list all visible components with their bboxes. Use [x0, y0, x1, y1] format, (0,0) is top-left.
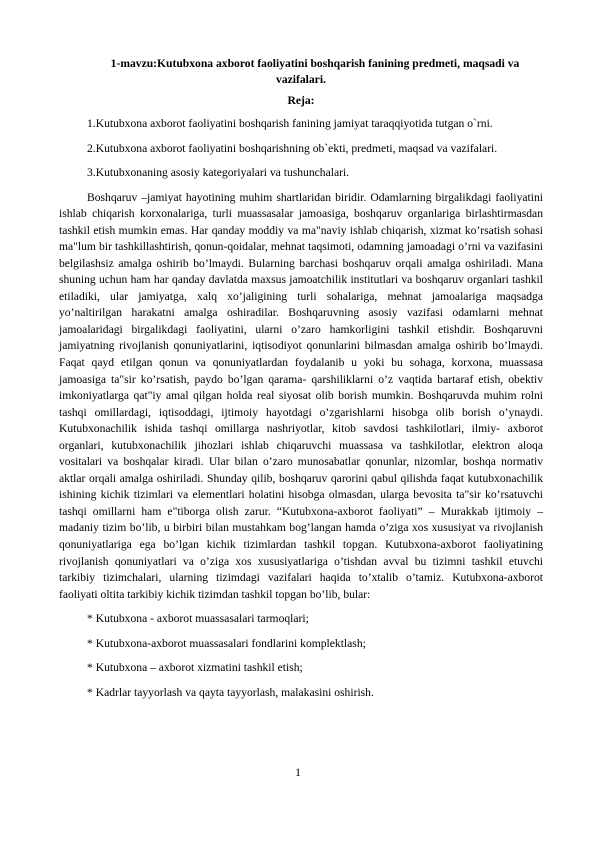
bullet-item-2: * Kutubxona-axborot muassasalari fondlarini komplektlash;: [87, 636, 366, 650]
body-paragraph: Boshqaruv –jamiyat hayotining muhim shartlaridan biridir. Odamlarning birgalikdagi faoliyatini ishlab chiqarish korxonalariga, turli muassasalar jamoasiga, boshqaruv organlariga birlashtirmasdan tashkil etish mumkin emas. Har qanday moddiy va ma"naviy ishlab chiqarish, xizmat ko’rsatish sohasi ma"lum bir tashkillashtirish, qonun-qoidalar, mehnat taqsimoti, odamning jamoadagi o’rni va vazifasini belgilashsiz amalga oshirib bo’lmaydi. Bularning barchasi boshqaruv orqali amalga oshiriladi. Mana shuning uchun ham har qanday davlatda maxsus jamoatchilik institutlari va boshqaruv organlari tashkil etiladiki, ular jamiyatga, xalq xo’jaligining turli sohalariga, mehnat jamoalariga maqsadga yo’naltirilgan harakatni amalga oshiradilar. Boshqaruvning asosiy vazifasi odamlarni mehnat jamoalaridagi birgalikdagi faoliyatini, ularni o’zaro hamkorligini tashkil etishdir. Boshqaruvni jamiyatning rivojlanish qonuniyatlarini, iqtisodiyot qonunlarini bilmasdan amalga oshirib bo’lmaydi. Faqat qayd etilgan qonun va qonuniyatlardan foydalanib u yoki bu sohaga, korxona, muassasa jamoasiga ta"sir ko’rsatish, paydo bo’lgan qarama- qarshiliklarni o’z vaqtida bartaraf etish, obektiv imkoniyatlarga qat"iy amal qilgan holda real siyosat olib borish mumkin. Boshqaruvda muhim rolni tashqi omillardagi, iqtisoddagi, ijtimoiy hayotdagi o’zgarishlarni hisobga olib borish o’ynaydi. Kutubxonachilik ishida tashqi omillarga nashriyotlar, kitob savdosi tashkilotlari, ilmiy- axborot organlari, kutubxonachilik jihozlari ishlab chiqaruvchi muassasa va tashkilotlar, elektron aloqa vositalari va boshqalar kiradi. Ular bilan o’zaro munosabatlar qonunlar, nizomlar, boshqa normativ aktlar orqali amalga oshiriladi. Shunday qilib, boshqaruv qarorini qabul qilishda faqat kutubxonachilik ishining kichik tizimlari va elementlari holatini hisobga olmasdan, ularga bevosita ta"sir ko’rsatuvchi tashqi omillarni ham e"tiborga olish zarur. “Kutubxona-axborot faoliyati” – Murakkab ijtimoiy –madaniy tizim bo’lib, u birbiri bilan mustahkam bog’langan hamda o’ziga xos xususiyat va rivojlanish qonuniyatlariga ega bo’lgan kichik tizimlardan tashkil topgan. Kutubxona-axborot faoliyatining rivojlanish qonuniyatlari va o’ziga xos xususiyatlariga o’tishdan avval bu tizimni tashkil etuvchi tarkibiy tizimchalari, ularning tizimdagi vazifalari haqida to’xtalib o’tamiz. Kutubxona-axborot faoliyati oltita tarkibiy kichik tizimdan tashkil topgan bo’lib, bular:: [59, 190, 543, 601]
bullet-item-1: * Kutubxona - axborot muassasalari tarmoqlari;: [87, 612, 309, 626]
page-title: 1-mavzu:Kutubxona axborot faoliyatini boshqarish fanining predmeti, maqsadi va vazifalari.: [110, 57, 520, 86]
plan-item-1: 1.Kutubxona axborot faoliyatini boshqarish fanining jamiyat taraqqiyotida tutgan o`rni.: [87, 117, 493, 130]
document-page: [59, 56, 543, 709]
plan-item-2: 2.Kutubxona axborot faoliyatini boshqarishning ob`ekti, predmeti, maqsad va vazifalari.: [87, 141, 498, 155]
bullet-item-3: * Kutubxona – axborot xizmatini tashkil etish;: [87, 661, 303, 675]
plan-item-3: 3.Kutubxonaning asosiy kategoriyalari va tushunchalari.: [87, 166, 350, 179]
page-number: 1: [295, 766, 301, 779]
plan-heading: Reja:: [287, 94, 315, 107]
bullet-item-4: * Kadrlar tayyorlash va qayta tayyorlash, malakasini oshirish.: [87, 685, 374, 699]
